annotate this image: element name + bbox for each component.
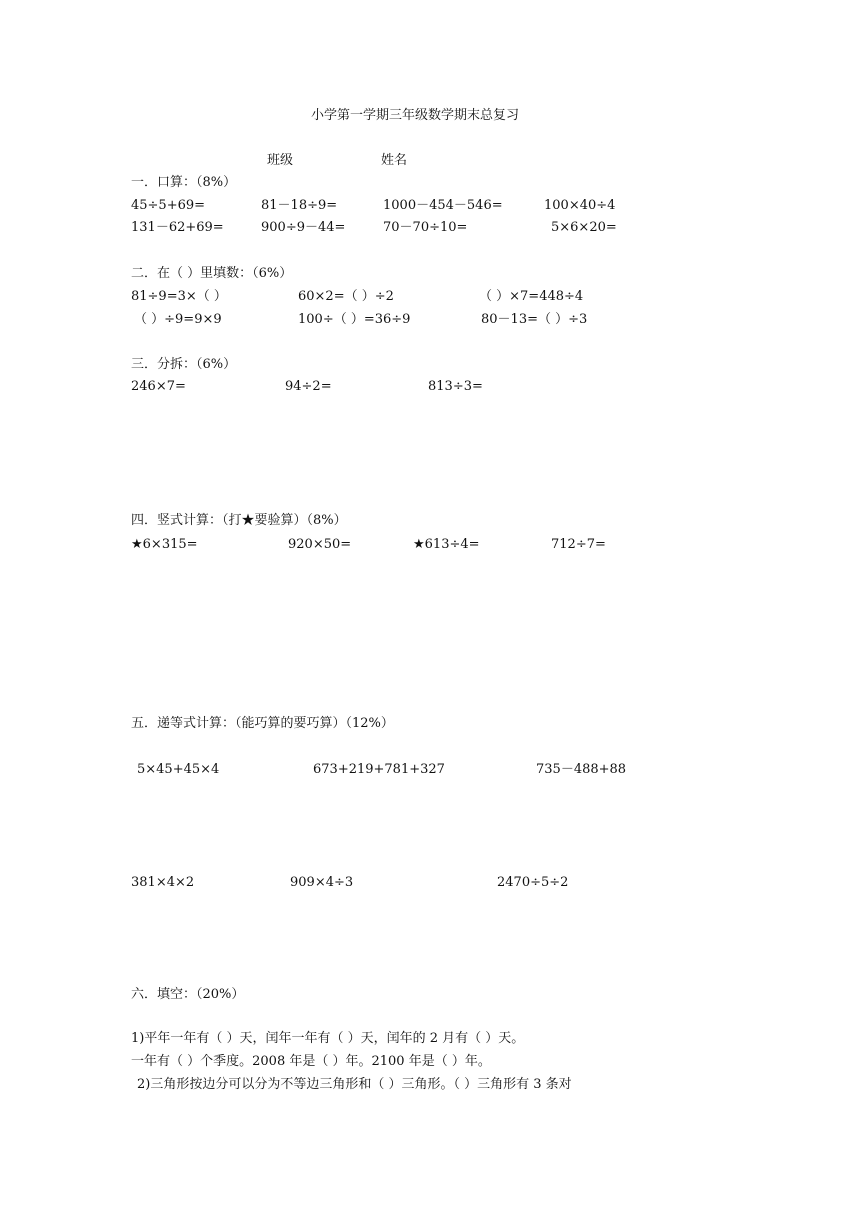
s1-problem: 131－62+69= [131,220,224,235]
s6-line: 2)三角形按边分可以分为不等边三角形和（ ）三角形。（ ）三角形有 3 条对 [137,1077,572,1092]
s5-problem: 5×45+45×4 [137,762,220,777]
s4-problem: ★613÷4= [413,537,480,552]
s5-problem: 673+219+781+327 [313,762,445,777]
s3-problem: 246×7= [131,379,186,394]
s6-line: 一年有（ ）个季度。2008 年是（ ）年。2100 年是（ ）年。 [131,1054,491,1069]
section-1-heading: 一．口算：（8%） [131,175,237,190]
s4-problem: ★6×315= [131,537,198,552]
s3-problem: 813÷3= [428,379,483,394]
s1-problem: 100×40÷4 [544,198,616,213]
s5-problem: 735－488+88 [536,762,627,777]
s2-problem: （ ）×7=448÷4 [479,289,584,304]
s1-problem: 5×6×20= [551,220,617,235]
page-title: 小学第一学期三年级数学期末总复习 [311,108,520,123]
section-4-heading: 四．竖式计算：（打★要验算）（8%） [131,513,347,528]
s4-problem: 920×50= [288,537,352,552]
s2-problem: 60×2=（ ）÷2 [298,289,394,304]
s4-problem: 712÷7= [551,537,606,552]
name-label: 姓名 [381,153,408,168]
class-label: 班级 [267,153,294,168]
s6-line: 1)平年一年有（ ）天，闰年一年有（ ）天，闰年的 2 月有（ ）天。 [131,1031,525,1046]
s1-problem: 1000－454－546= [383,198,503,213]
section-5-heading: 五．递等式计算：（能巧算的要巧算）（12%） [131,716,394,731]
s1-problem: 45÷5+69= [131,198,206,213]
s2-problem: （ ）÷9=9×9 [134,312,222,327]
s5-problem: 2470÷5÷2 [497,875,569,890]
section-6-heading: 六．填空：（20%） [131,987,245,1002]
s5-problem: 909×4÷3 [290,875,354,890]
s1-problem: 81－18÷9= [261,198,338,213]
s5-problem: 381×4×2 [131,875,195,890]
section-3-heading: 三．分拆：（6%） [131,357,237,372]
s2-problem: 80－13=（ ）÷3 [481,312,588,327]
section-2-heading: 二．在（ ）里填数：（6%） [131,266,293,281]
s2-problem: 100÷（ ）=36÷9 [298,312,411,327]
s2-problem: 81÷9=3×（ ） [131,289,227,304]
s1-problem: 900÷9－44= [261,220,346,235]
s3-problem: 94÷2= [285,379,332,394]
s1-problem: 70－70÷10= [383,220,468,235]
